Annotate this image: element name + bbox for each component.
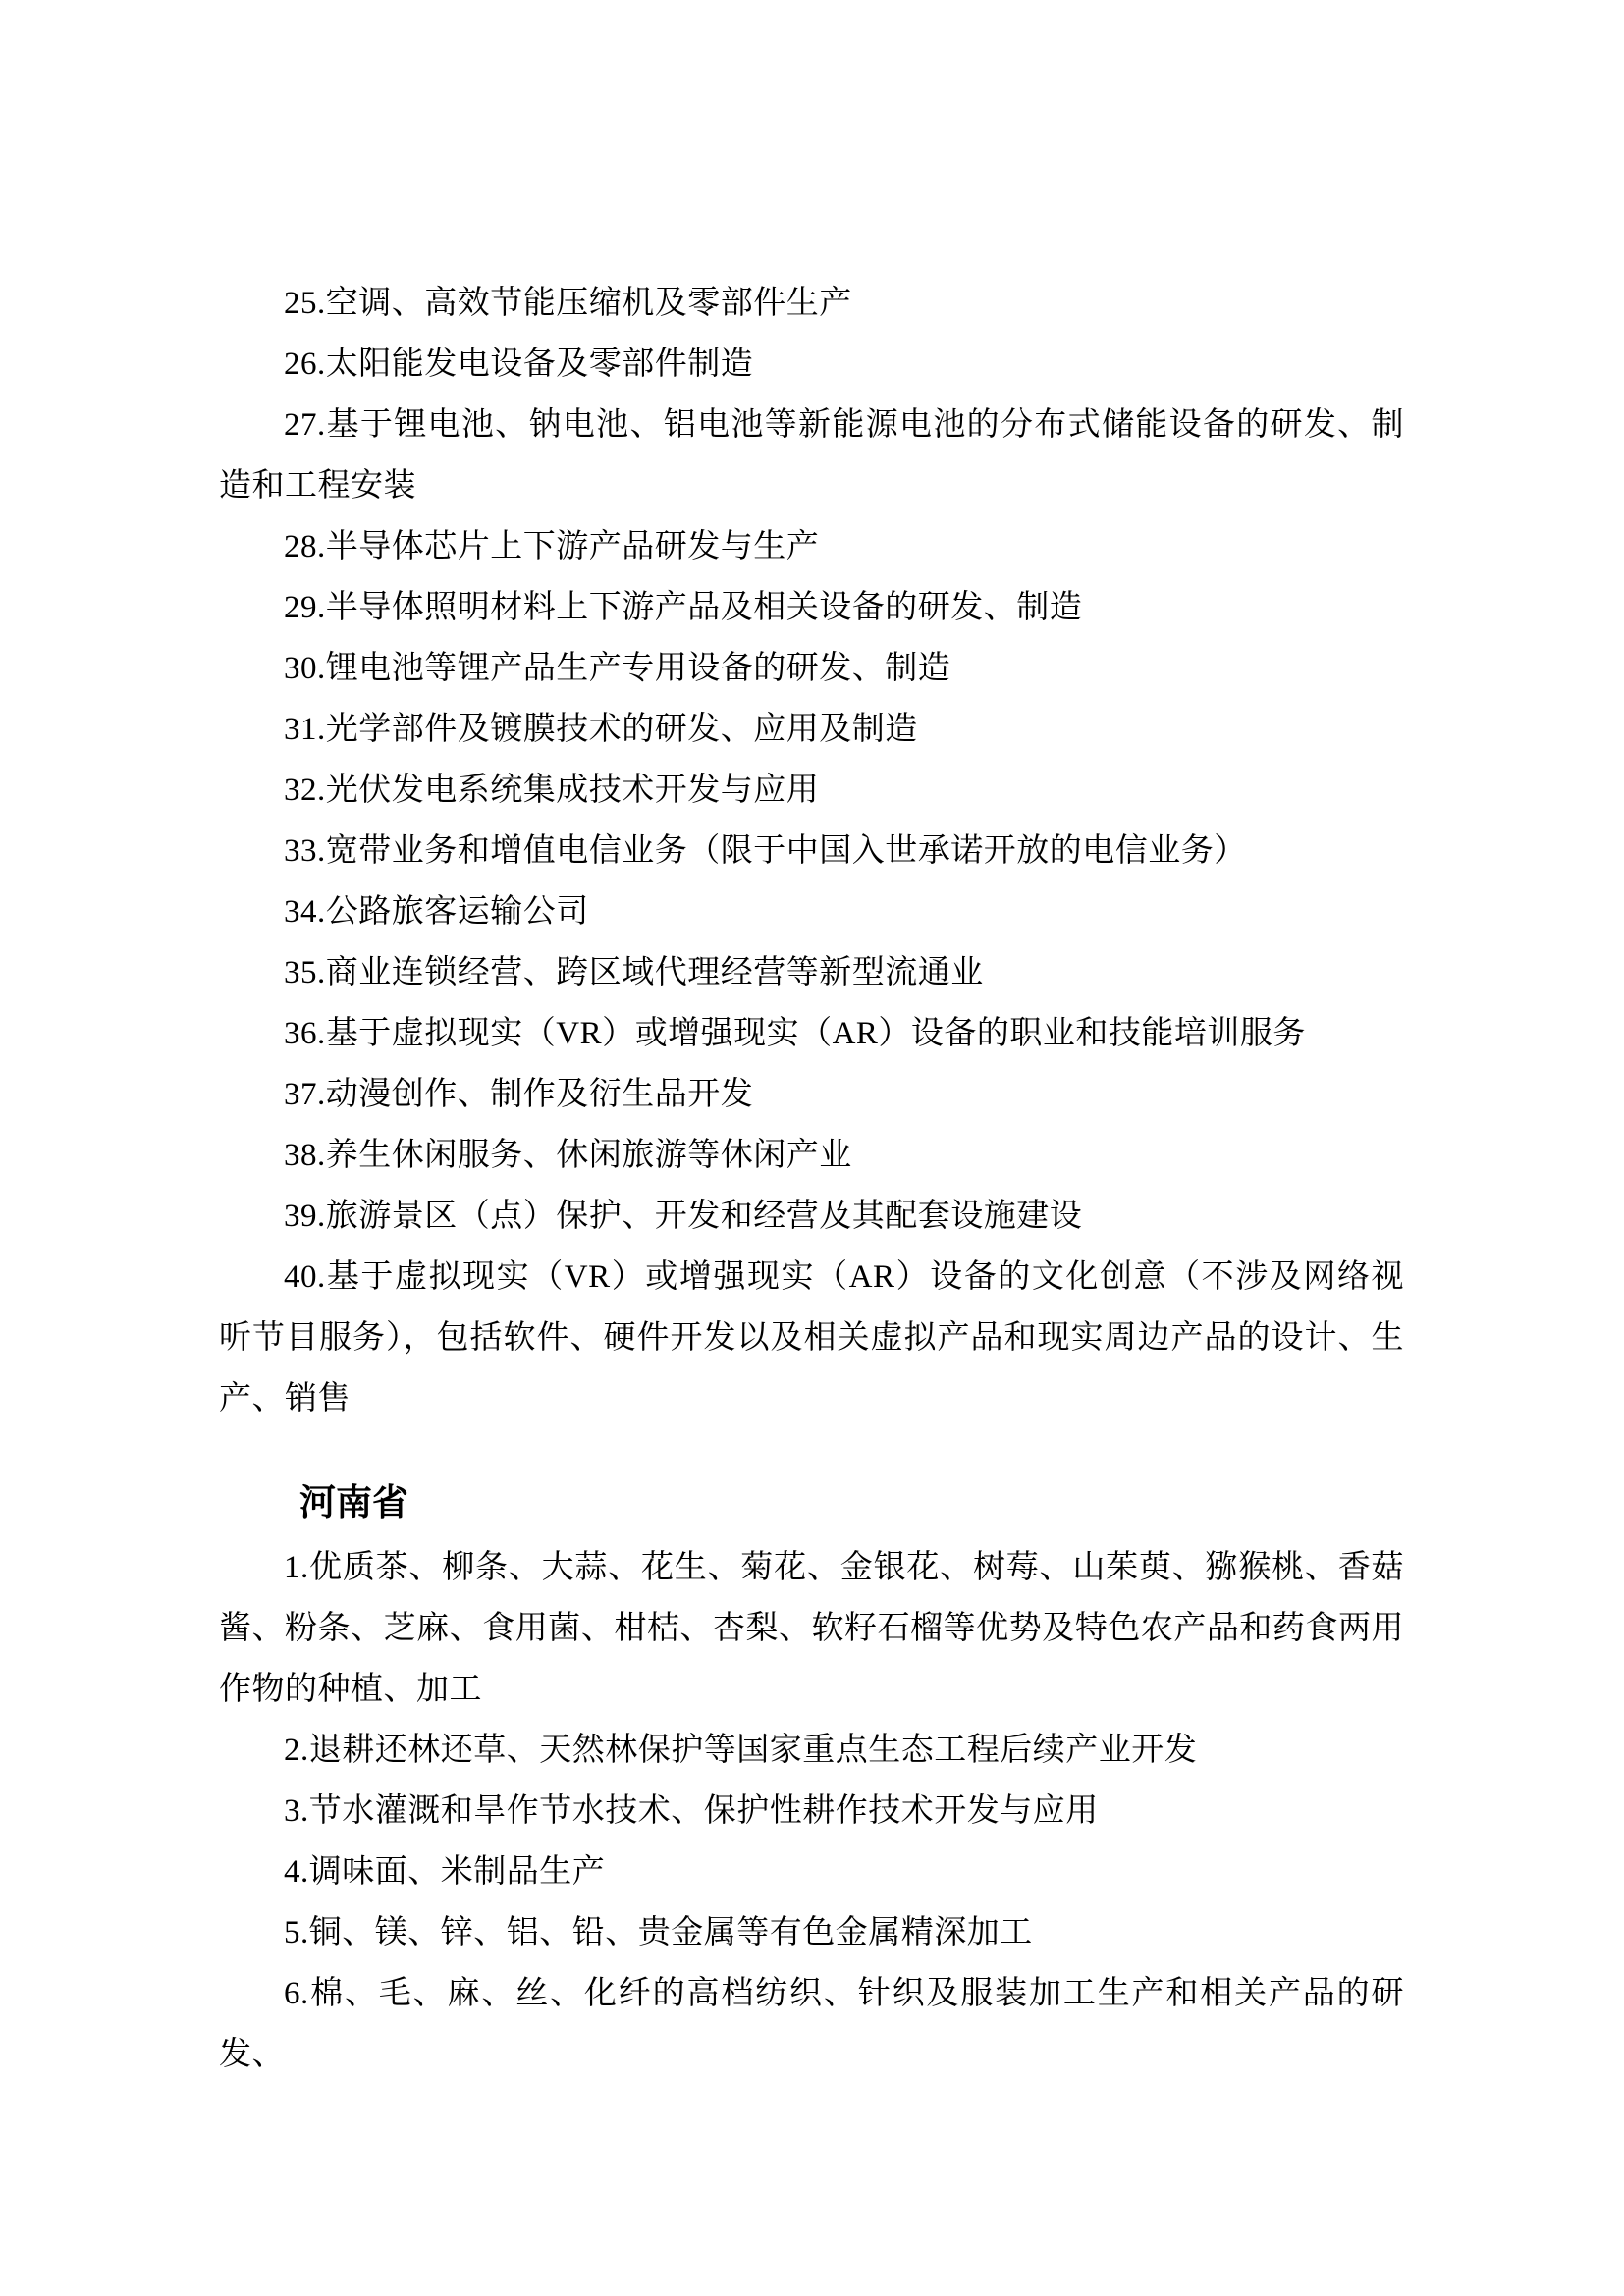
list-item-38 — [219, 1125, 1404, 1186]
item-text: 宽带业务和增值电信业务（限于中国入世承诺开放的电信业务） — [325, 833, 1247, 869]
item-number: 30. — [284, 651, 326, 686]
item-text: 半导体照明材料上下游产品及相关设备的研发、制造 — [325, 590, 1083, 625]
list-item-35 — [219, 942, 1404, 1003]
item-number: 33. — [284, 833, 326, 869]
item-text: 节水灌溉和旱作节水技术、保护性耕作技术开发与应用 — [308, 1793, 1099, 1829]
item-text: 养生休闲服务、休闲旅游等休闲产业 — [325, 1138, 852, 1173]
list-item-40 — [219, 1247, 1404, 1429]
item-text: 优质茶、柳条、大蒜、花生、菊花、金银花、树莓、山茱萸、猕猴桃、香菇酱、粉条、芝麻、食用菌、柑桔、杏梨、软籽石榴等优势及特色农产品和药食两用作物的种植、加工 — [219, 1550, 1404, 1707]
list-item-37 — [219, 1064, 1404, 1125]
item-number: 35. — [284, 955, 326, 990]
list-item-34 — [219, 881, 1404, 942]
henan-item-4 — [219, 1842, 1404, 1902]
item-number: 26. — [284, 347, 326, 382]
henan-item-6 — [219, 1963, 1404, 2085]
item-number: 28. — [284, 529, 326, 564]
item-text: 铜、镁、锌、铝、铅、贵金属等有色金属精深加工 — [308, 1915, 1033, 1950]
item-number: 5. — [284, 1915, 309, 1950]
section-heading-henan: 河南省 — [299, 1482, 408, 1522]
item-text: 基于虚拟现实（VR）或增强现实（AR）设备的职业和技能培训服务 — [325, 1016, 1306, 1051]
list-item-28 — [219, 516, 1404, 577]
list-item-33 — [219, 821, 1404, 881]
item-number: 37. — [284, 1077, 326, 1112]
item-text: 光伏发电系统集成技术开发与应用 — [325, 773, 820, 808]
item-text: 公路旅客运输公司 — [325, 894, 589, 930]
list-item-26 — [219, 334, 1404, 395]
item-number: 6. — [284, 1976, 309, 2011]
item-number: 27. — [284, 407, 326, 443]
henan-item-3 — [219, 1781, 1404, 1842]
item-text: 光学部件及镀膜技术的研发、应用及制造 — [325, 712, 918, 747]
list-item-32 — [219, 760, 1404, 821]
list-item-31 — [219, 699, 1404, 760]
item-text: 半导体芯片上下游产品研发与生产 — [325, 529, 820, 564]
list-item-39 — [219, 1186, 1404, 1247]
item-text: 动漫创作、制作及衍生品开发 — [325, 1077, 754, 1112]
henan-item-5 — [219, 1902, 1404, 1963]
item-number: 38. — [284, 1138, 326, 1173]
item-number: 2. — [284, 1733, 309, 1768]
item-number: 31. — [284, 712, 326, 747]
list-item-27 — [219, 395, 1404, 516]
item-text: 基于锂电池、钠电池、铝电池等新能源电池的分布式储能设备的研发、制造和工程安装 — [219, 407, 1404, 504]
item-text: 基于虚拟现实（VR）或增强现实（AR）设备的文化创意（不涉及网络视听节目服务），包括软件、硬件开发以及相关虚拟产品和现实周边产品的设计、生产、销售 — [219, 1259, 1404, 1416]
item-number: 39. — [284, 1199, 326, 1234]
list-item-36 — [219, 1003, 1404, 1064]
page-content — [219, 273, 1404, 2085]
list-item-30 — [219, 638, 1404, 699]
item-number: 4. — [284, 1854, 309, 1890]
item-text: 调味面、米制品生产 — [308, 1854, 606, 1890]
item-number: 3. — [284, 1793, 309, 1829]
henan-item-1 — [219, 1537, 1404, 1720]
item-number: 25. — [284, 286, 326, 321]
item-number: 34. — [284, 894, 326, 930]
item-number: 32. — [284, 773, 326, 808]
item-number: 40. — [284, 1259, 326, 1295]
item-number: 29. — [284, 590, 326, 625]
list-item-29 — [219, 577, 1404, 638]
item-text: 太阳能发电设备及零部件制造 — [325, 347, 754, 382]
item-text: 棉、毛、麻、丝、化纤的高档纺织、针织及服装加工生产和相关产品的研发、 — [219, 1976, 1404, 2072]
item-number: 1. — [284, 1550, 309, 1585]
item-text: 退耕还林还草、天然林保护等国家重点生态工程后续产业开发 — [308, 1733, 1198, 1768]
item-text: 商业连锁经营、跨区域代理经营等新型流通业 — [325, 955, 984, 990]
item-text: 空调、高效节能压缩机及零部件生产 — [325, 286, 852, 321]
item-text: 旅游景区（点）保护、开发和经营及其配套设施建设 — [325, 1199, 1083, 1234]
henan-item-2 — [219, 1720, 1404, 1781]
item-number: 36. — [284, 1016, 326, 1051]
item-text: 锂电池等锂产品生产专用设备的研发、制造 — [325, 651, 951, 686]
list-item-25 — [219, 273, 1404, 334]
